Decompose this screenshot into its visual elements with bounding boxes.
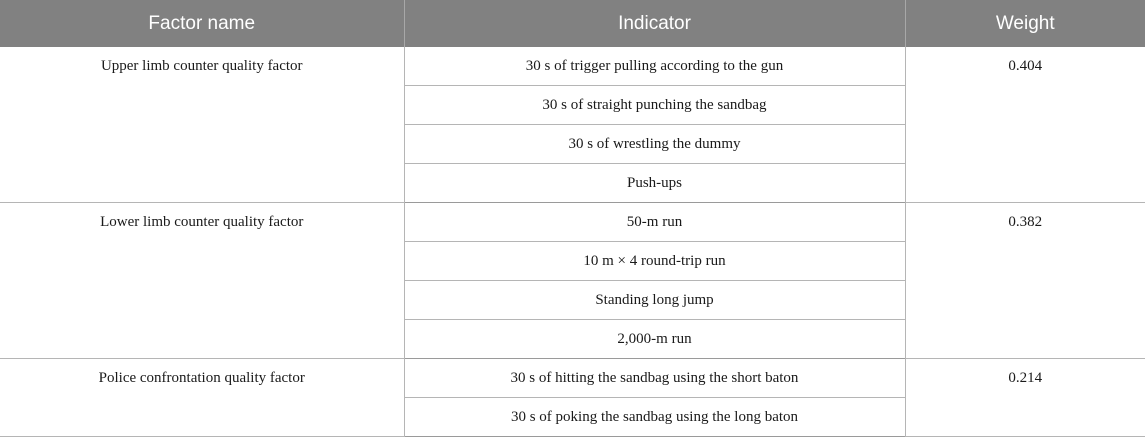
table-header bbox=[0, 0, 1145, 47]
header-weight: Weight bbox=[905, 0, 1145, 47]
weight-cell: 0.382 bbox=[905, 203, 1145, 359]
table-row bbox=[0, 359, 1145, 398]
indicator-cell: 30 s of trigger pulling according to the gun bbox=[404, 47, 905, 86]
indicator-cell: 50-m run bbox=[404, 203, 905, 242]
weight-cell: 0.214 bbox=[905, 359, 1145, 437]
header-row bbox=[0, 0, 1145, 47]
indicator-cell: Push-ups bbox=[404, 164, 905, 203]
indicator-cell: 30 s of straight punching the sandbag bbox=[404, 86, 905, 125]
table-row bbox=[0, 47, 1145, 86]
table-body bbox=[0, 47, 1145, 437]
factor-name-cell: Police confrontation quality factor bbox=[0, 359, 404, 437]
indicator-cell: 30 s of hitting the sandbag using the short baton bbox=[404, 359, 905, 398]
indicator-cell: Standing long jump bbox=[404, 281, 905, 320]
factor-name-cell: Lower limb counter quality factor bbox=[0, 203, 404, 359]
indicator-cell: 2,000-m run bbox=[404, 320, 905, 359]
header-indicator: Indicator bbox=[404, 0, 905, 47]
table-row bbox=[0, 203, 1145, 242]
indicator-cell: 30 s of wrestling the dummy bbox=[404, 125, 905, 164]
weight-cell: 0.404 bbox=[905, 47, 1145, 203]
factor-name-cell: Upper limb counter quality factor bbox=[0, 47, 404, 203]
indicator-cell: 10 m × 4 round-trip run bbox=[404, 242, 905, 281]
indicator-cell: 30 s of poking the sandbag using the long baton bbox=[404, 398, 905, 437]
header-factor-name: Factor name bbox=[0, 0, 404, 47]
